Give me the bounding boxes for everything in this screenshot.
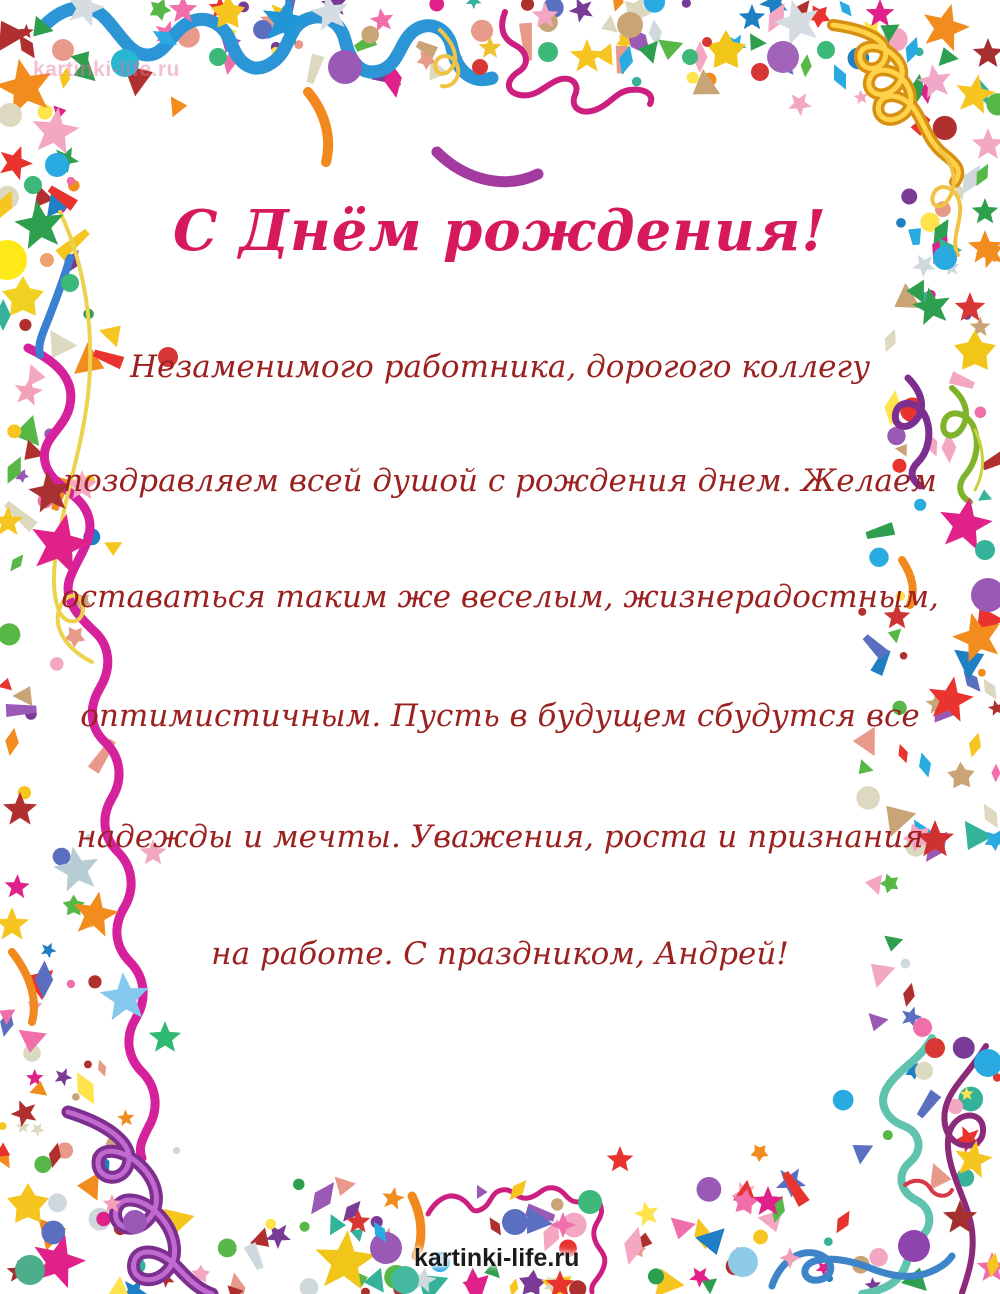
greeting-line-3: оставаться таким же веселым, жизнерадостным,	[61, 579, 939, 615]
greeting-line-4: оптимистичным. Пусть в будущем сбудутся все	[80, 698, 920, 734]
greeting-line-2: поздравляем всей душой с рождения днем. Желаем	[63, 463, 937, 499]
watermark-bottom: kartinki-life.ru	[414, 1244, 580, 1272]
card-title: С Днём рождения!	[173, 198, 827, 264]
greeting-line-6: на работе. С праздником, Андрей!	[211, 936, 789, 972]
greeting-line-5: надежды и мечты. Уважения, роста и признания	[76, 819, 924, 855]
greeting-line-1: Незаменимого работника, дорогого коллегу	[129, 349, 871, 385]
watermark-top-left: kartinki-life.ru	[33, 58, 180, 81]
